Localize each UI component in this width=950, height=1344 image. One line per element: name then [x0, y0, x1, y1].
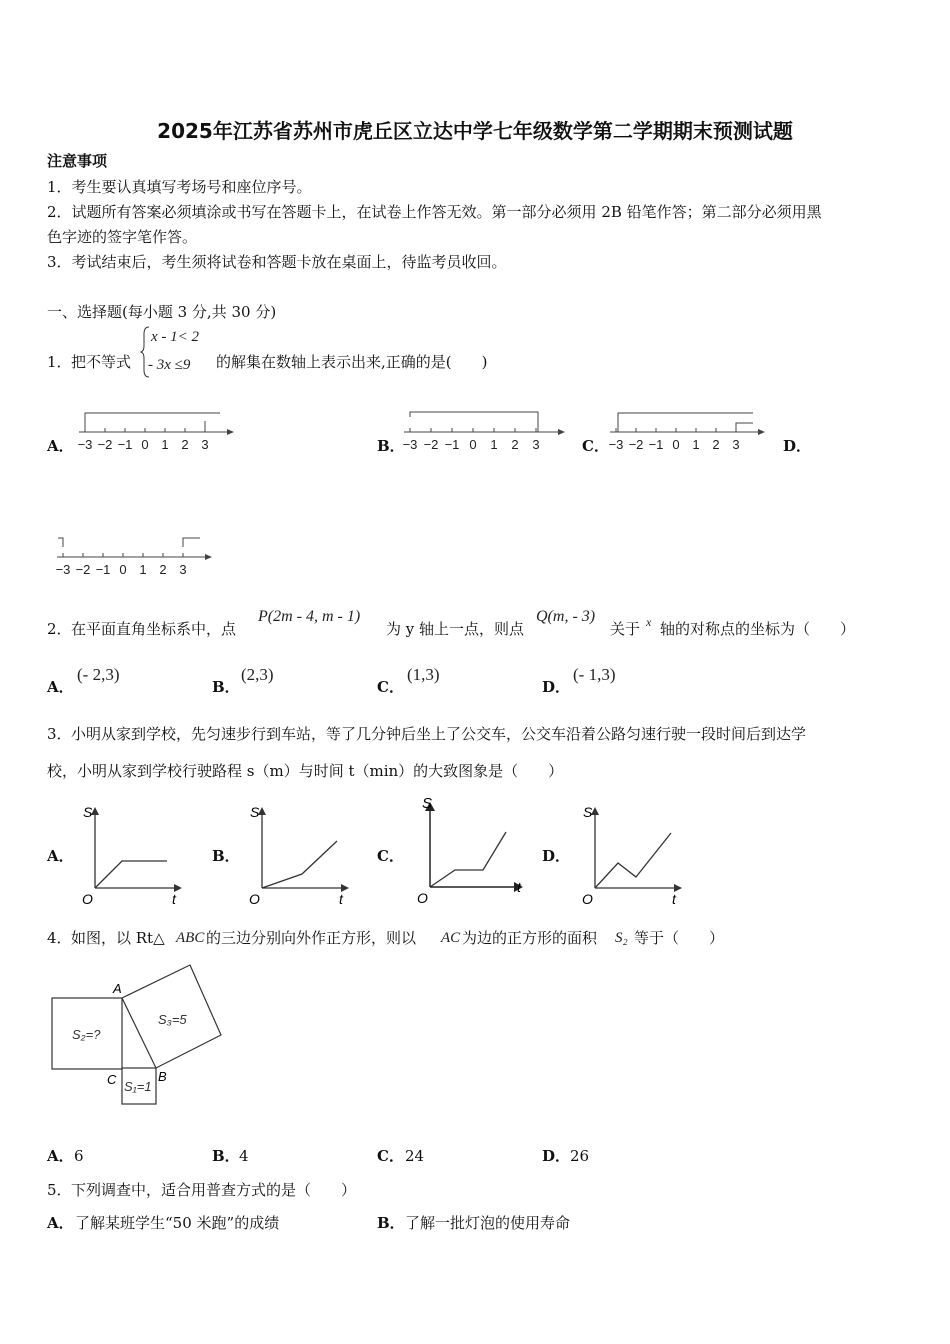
axis-tick-label: −3	[77, 437, 93, 452]
notice-heading: 注意事项	[47, 152, 108, 170]
axis-arrow-icon	[227, 429, 234, 435]
axis-tick-label: 3	[179, 562, 187, 577]
axis-tick-label: −3	[55, 562, 71, 577]
axis-s-label: S	[250, 804, 260, 820]
axis-tick-label: 0	[141, 437, 149, 452]
q5-stem: 下列调查中，适合用普查方式的是（ ）	[71, 1181, 357, 1199]
origin-label: O	[82, 891, 93, 907]
q1-text-post: 的解集在数轴上表示出来,正确的是( )	[216, 353, 488, 371]
q1-option-a-label[interactable]: A．	[47, 437, 74, 455]
axis-s-label: S	[583, 804, 593, 820]
q1-number: 1．	[47, 353, 72, 371]
axis-tick-label: −3	[608, 437, 624, 452]
q2-text-2: 为 y 轴上一点，则点	[386, 620, 525, 638]
q4-text-2: 的三边分别向外作正方形，则以	[206, 929, 417, 947]
axis-tick-label: 2	[511, 437, 519, 452]
vertex-b-label: B	[158, 1069, 167, 1084]
q4-option-a-value: 6	[74, 1147, 84, 1165]
axis-tick-label: 1	[692, 437, 700, 452]
axis-tick-label: 1	[490, 437, 498, 452]
q4-number: 4．	[47, 929, 72, 947]
q4-option-d-value: 26	[570, 1147, 590, 1165]
axis-tick-label: 2	[159, 562, 167, 577]
q2-option-a-value: (- 2,3)	[77, 665, 120, 684]
s2-label: S₂=?	[72, 1027, 101, 1042]
q2-number: 2．	[47, 620, 72, 638]
q4-option-a-label[interactable]: A．	[47, 1147, 74, 1165]
q1-option-c-label[interactable]: C．	[582, 437, 609, 455]
axis-tick-label: 0	[672, 437, 680, 452]
axis-tick-label: −2	[423, 437, 439, 452]
q2-text-1: 在平面直角坐标系中，点	[71, 620, 237, 638]
q4-abc: ABC	[176, 930, 205, 946]
axis-tick-label: −2	[75, 562, 91, 577]
axis-arrow-icon	[558, 429, 565, 435]
q2-option-c-value: (1,3)	[407, 665, 440, 684]
q3-option-b-label[interactable]: B．	[212, 847, 240, 865]
notice-item-2b: 色字迹的签字笔作答。	[47, 228, 198, 246]
q2-option-d-value: (- 1,3)	[573, 665, 616, 684]
axis-arrow-icon	[205, 554, 212, 560]
q5-option-b-value: 了解一批灯泡的使用寿命	[405, 1214, 571, 1232]
q4-text-1: 如图，以 Rt△	[71, 929, 165, 947]
axis-tick-label: −2	[97, 437, 113, 452]
axis-tick-label: 2	[712, 437, 720, 452]
q4-option-b-label[interactable]: B．	[212, 1147, 240, 1165]
q2-axis-x: x	[646, 615, 652, 629]
axis-t-label: t	[517, 879, 521, 895]
q5-option-b-label[interactable]: B．	[377, 1214, 405, 1232]
q3-text-line2: 校，小明从家到学校行驶路程 s（m）与时间 t（min）的大致图象是（ ）	[47, 762, 564, 780]
q2-point-p: P(2m - 4, m - 1)	[258, 608, 361, 625]
q1-option-b-label[interactable]: B．	[377, 437, 405, 455]
q4-option-b-value: 4	[239, 1147, 249, 1165]
axis-arrow-icon	[758, 429, 765, 435]
q1-option-d-label[interactable]: D．	[783, 437, 812, 455]
axis-tick-label: 3	[732, 437, 740, 452]
vertex-c-label: C	[107, 1072, 117, 1087]
q4-option-d-label[interactable]: D．	[542, 1147, 571, 1165]
axis-t-label: t	[672, 891, 676, 907]
axis-t-label: t	[339, 891, 343, 907]
q1-inequality-2: - 3x ≤9	[148, 357, 191, 373]
q3-graph-b	[237, 800, 357, 910]
q2-text-4: 轴的对称点的坐标为（ ）	[660, 620, 856, 638]
q4-squares-figure	[45, 960, 285, 1110]
axis-tick-label: 0	[469, 437, 477, 452]
axis-tick-label: 3	[201, 437, 209, 452]
axis-s-label: S	[422, 795, 433, 812]
q4-option-c-value: 24	[405, 1147, 425, 1165]
q2-option-d-label[interactable]: D．	[542, 678, 571, 696]
q1-numberline-a	[70, 405, 235, 465]
q3-number: 3．	[47, 725, 72, 743]
q1-text-pre: 把不等式	[71, 353, 132, 371]
q1-numberline-d	[55, 530, 220, 590]
q4-text-3: 为边的正方形的面积	[462, 929, 598, 947]
q2-option-b-value: (2,3)	[241, 665, 274, 684]
origin-label: O	[582, 891, 593, 907]
q1-numberline-c	[603, 405, 778, 465]
axis-tick-label: −2	[628, 437, 644, 452]
notice-item-2a: 2．试题所有答案必须填涂或书写在答题卡上，在试卷上作答无效。第一部分必须用 2B 铅笔作答；第二部分必须用黑	[47, 203, 822, 221]
q4-option-c-label[interactable]: C．	[377, 1147, 404, 1165]
q4-text-4: 等于（ ）	[634, 929, 725, 947]
notice-item-1: 1．考生要认真填写考场号和座位序号。	[47, 178, 312, 196]
axis-t-label: t	[172, 891, 176, 907]
q4-s2: S₂	[615, 930, 628, 946]
axis-tick-label: −1	[648, 437, 664, 452]
axis-tick-label: 0	[119, 562, 127, 577]
q3-graph-d	[570, 800, 690, 910]
q3-option-c-label[interactable]: C．	[377, 847, 404, 865]
q1-numberline-b	[400, 405, 565, 465]
s1-label: S₁=1	[124, 1079, 152, 1094]
q5-number: 5．	[47, 1181, 72, 1199]
origin-label: O	[249, 891, 260, 907]
q3-text-line1: 小明从家到学校，先匀速步行到车站，等了几分钟后坐上了公交车，公交车沿着公路匀速行驶一段时间后到达学	[71, 725, 807, 743]
axis-tick-label: 1	[139, 562, 147, 577]
s3-label: S₃=5	[158, 1012, 187, 1027]
q1-inequality-1: x - 1< 2	[151, 329, 200, 345]
vertex-a-label: A	[113, 981, 122, 996]
page-title: 2025年江苏省苏州市虎丘区立达中学七年级数学第二学期期末预测试题	[157, 119, 793, 143]
axis-tick-label: −1	[117, 437, 133, 452]
q3-option-a-label[interactable]: A．	[47, 847, 74, 865]
q3-option-d-label[interactable]: D．	[542, 847, 571, 865]
origin-label: O	[417, 890, 428, 906]
q2-option-a-label[interactable]: A．	[47, 678, 74, 696]
axis-tick-label: −3	[402, 437, 418, 452]
axis-tick-label: 2	[181, 437, 189, 452]
q2-option-c-label[interactable]: C．	[377, 678, 404, 696]
axis-tick-label: 1	[161, 437, 169, 452]
q2-point-q: Q(m, - 3)	[536, 608, 596, 625]
q2-option-b-label[interactable]: B．	[212, 678, 240, 696]
axis-s-label: S	[83, 804, 93, 820]
axis-tick-label: 3	[532, 437, 540, 452]
q2-text-3: 关于	[610, 620, 641, 638]
q5-option-a-label[interactable]: A．	[47, 1214, 74, 1232]
notice-item-3: 3．考试结束后，考生须将试卷和答题卡放在桌面上，待监考员收回。	[47, 253, 507, 271]
q5-option-a-value: 了解某班学生“50 米跑”的成绩	[75, 1214, 280, 1232]
q3-graph-a	[70, 800, 190, 910]
q4-ac: AC	[441, 930, 461, 946]
q3-graph-c	[405, 792, 530, 907]
section-heading: 一、选择题(每小题 3 分,共 30 分)	[47, 303, 277, 321]
axis-tick-label: −1	[444, 437, 460, 452]
axis-tick-label: −1	[95, 562, 111, 577]
